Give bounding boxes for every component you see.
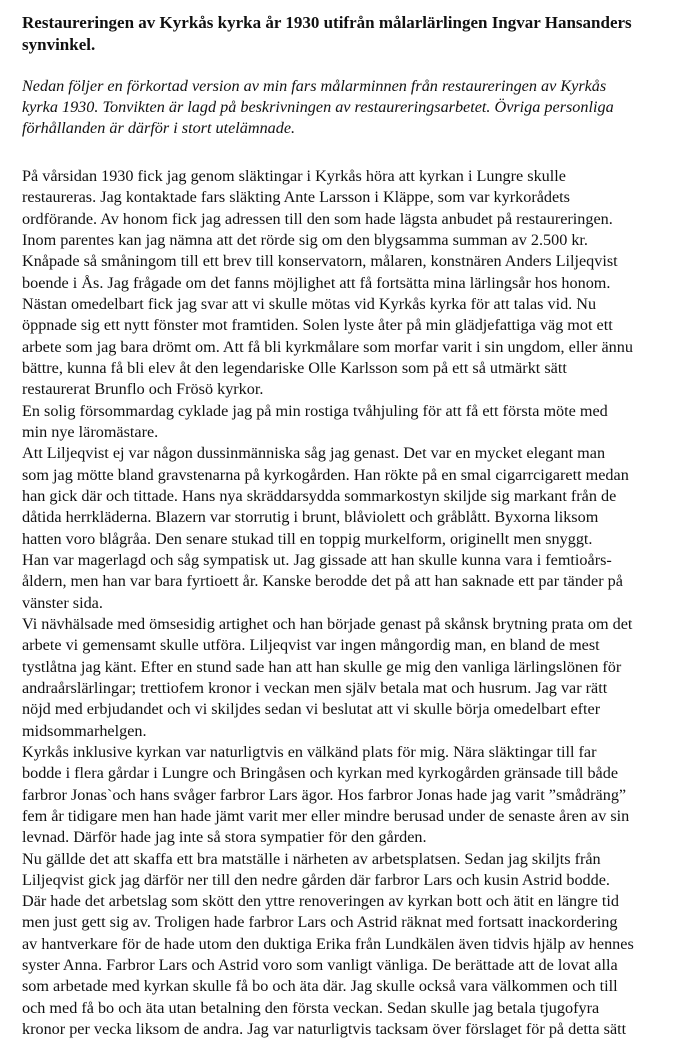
text-line: Vi nävhälsade med ömsesidig artighet och han började genast på skånsk brytning prata om det bbox=[22, 614, 633, 633]
text-line: tystlåtna jag känt. Efter en stund sade han att han skulle ge mig den vanliga lärlingslönen för bbox=[22, 657, 622, 676]
text-line: han gick där och tittade. Hans nya skräddarsydda sommarkostyn skiljde sig markant från de bbox=[22, 486, 617, 505]
text-line: åldern, men han var bara fyrtioett år. Kanske berodde det på att han saknade ett par tänder på bbox=[22, 572, 623, 591]
text-line: som jag mötte bland gravstenarna på kyrkogården. Han rökte på en smal cigarrcigarett medan bbox=[22, 465, 629, 484]
text-line: min nye läromästare. bbox=[22, 422, 159, 441]
text-line: Nästan omedelbart fick jag svar att vi skulle mötas vid Kyrkås kyrka för att talas vid. Nu bbox=[22, 294, 597, 313]
text-line: arbete som jag bara drömt om. Att få bli kyrkmålare som morfar varit i sin ungdom, eller ännu bbox=[22, 337, 633, 356]
text-line: En solig försommardag cyklade jag på min rostiga tvåhjuling för att få ett första möte med bbox=[22, 401, 608, 420]
body-text bbox=[22, 166, 672, 1040]
text-line: hatten voro blågråa. Den senare stukad till en toppig murkelform, originellt men snyggt. bbox=[22, 529, 593, 548]
text-line: Inom parentes kan jag nämna att det rörde sig om den blygsamma summan av 2.500 kr. bbox=[22, 230, 588, 249]
text-line: Att Liljeqvist ej var någon dussinmänniska såg jag genast. Det var en mycket elegant man bbox=[22, 444, 606, 463]
text-line: bättre, kunna få bli elev åt den legendariske Olle Karlsson som på ett så utmärkt sätt bbox=[22, 358, 567, 377]
text-line: och med få bo och äta utan betalning den första veckan. Sedan skulle jag betala tjugofyra bbox=[22, 998, 600, 1017]
document-title bbox=[22, 12, 662, 56]
text-line: syster Anna. Farbror Lars och Astrid voro som vanligt vänliga. De berättade att de lovat alla bbox=[22, 956, 618, 975]
text-line: bodde i flera gårdar i Lungre och Bringåsen och kyrkan med kyrkogården gränsade till både bbox=[22, 764, 619, 783]
intro-line: kyrka 1930. Tonvikten är lagd på beskrivningen av restaureringsarbetet. Övriga personliga bbox=[22, 98, 614, 116]
text-line: men just gett sig av. Troligen hade farbror Lars och Astrid räknat med fortsatt inackordering bbox=[22, 913, 618, 932]
text-line: boende i Ås. Jag frågade om det fanns möjlighet att få fortsätta mina lärlingsår hos honom. bbox=[22, 273, 611, 292]
text-line: ordförande. Av honom fick jag adressen till den som hade lägsta anbudet på restaureringen. bbox=[22, 209, 613, 228]
text-line: andraårslärlingar; trettiofem kronor i veckan men själv betala mat och husrum. Jag var rätt bbox=[22, 678, 608, 697]
text-line: farbror Jonas`och hans svåger farbror Lars ägor. Hos farbror Jonas hade jag varit ”smådräng” bbox=[22, 785, 627, 804]
text-line: av hantverkare för de hade utom den duktiga Erika från Lundkälen även tidvis hjälp av hennes bbox=[22, 934, 634, 953]
text-line: fem år tidigare men han hade jämt varit mer eller mindre berusad under de senaste åren av sin bbox=[22, 806, 630, 825]
text-line: dåtida herrkläderna. Blazern var storrutig i brunt, blåviolett och gråblått. Byxorna liksom bbox=[22, 508, 599, 527]
text-line: vänster sida. bbox=[22, 593, 103, 612]
text-line: Han var magerlagd och såg sympatisk ut. Jag gissade att han skulle kunna vara i femtioårs- bbox=[22, 550, 612, 569]
text-line: På vårsidan 1930 fick jag genom släktingar i Kyrkås höra att kyrkan i Lungre skulle bbox=[22, 167, 566, 185]
text-line: öppnade sig ett nytt fönster mot framtiden. Solen lyste åter på min glädjefattiga väg mot ett bbox=[22, 316, 613, 335]
title-line: Restaureringen av Kyrkås kyrka år 1930 utifrån målarlärlingen Ingvar Hansanders bbox=[22, 13, 632, 32]
text-line: midsommarhelgen. bbox=[22, 721, 147, 740]
text-line: Liljeqvist gick jag därför ner till den nedre gården där farbror Lars och kusin Astrid bodde. bbox=[22, 870, 610, 889]
title-line: synvinkel. bbox=[22, 35, 96, 54]
text-line: arbete vi gemensamt skulle utföra. Liljeqvist var ingen mångordig man, en bland de mest bbox=[22, 636, 600, 655]
text-line: restaurerat Brunflo och Frösö kyrkor. bbox=[22, 380, 264, 399]
intro-line: Nedan följer en förkortad version av min fars målarminnen från restaureringen av Kyrkås bbox=[22, 77, 607, 95]
text-line: restaureras. Jag kontaktade fars släkting Ante Larsson i Kläppe, som var kyrkorådets bbox=[22, 188, 570, 207]
text-line: som arbetade med kyrkan skulle få bo och äta där. Jag skulle också vara välkommen och till bbox=[22, 977, 618, 996]
text-line: kronor per vecka liksom de andra. Jag var naturligtvis tacksam över förslaget för på detta sätt bbox=[22, 1020, 627, 1039]
text-line: levnad. Därför hade jag inte så stora sympatier för den gården. bbox=[22, 828, 427, 847]
text-line: Nu gällde det att skaffa ett bra matställe i närheten av arbetsplatsen. Sedan jag skiljts från bbox=[22, 849, 601, 868]
text-line: nöjd med erbjudandet och vi skiljdes sedan vi beslutat att vi skulle börja omedelbart efter bbox=[22, 700, 601, 719]
intro-line: förhållanden är därför i stort utelämnade. bbox=[22, 119, 296, 137]
text-line: Kyrkås inklusive kyrkan var naturligtvis en välkänd plats för mig. Nära släktingar till far bbox=[22, 742, 597, 761]
text-line: Knåpade så småningom till ett brev till konservatorn, målaren, konstnären Anders Liljeqvist bbox=[22, 252, 618, 271]
intro-paragraph bbox=[22, 76, 662, 139]
text-line: Där hade det arbetslag som skött den yttre renoveringen av kyrkan bott och ätit en längre tid bbox=[22, 892, 619, 911]
